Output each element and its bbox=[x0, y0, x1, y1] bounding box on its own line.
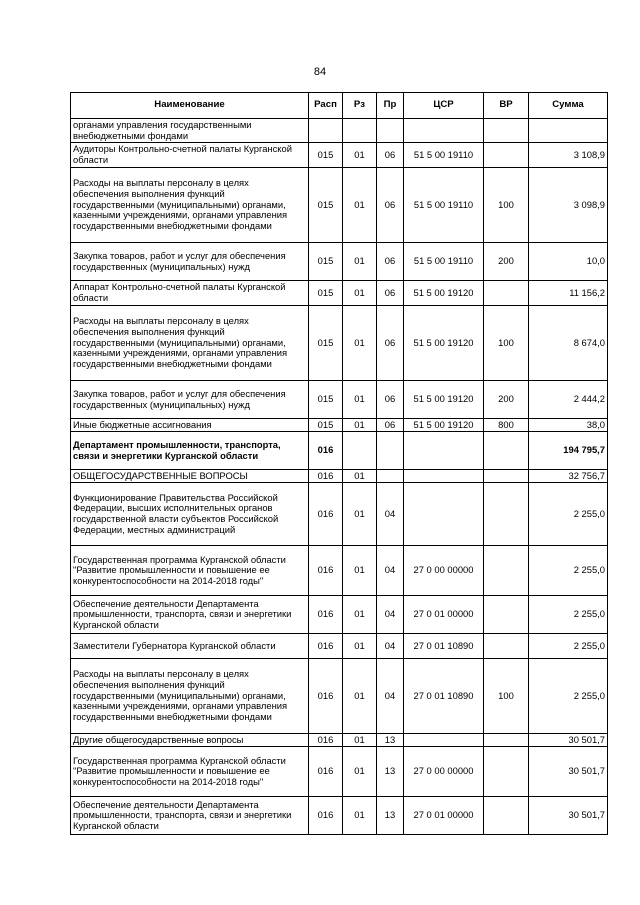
cell-name: Государственная программа Курганской области "Развитие промышленности и повышение ее конкурентоспособности на 2014-2018 годы" bbox=[71, 747, 309, 797]
cell-vr: 800 bbox=[484, 419, 529, 432]
cell-csr bbox=[404, 432, 484, 470]
table-row bbox=[71, 734, 608, 747]
cell-sum: 38,0 bbox=[529, 419, 608, 432]
cell-pr: 13 bbox=[377, 734, 404, 747]
cell-pr: 13 bbox=[377, 747, 404, 797]
cell-vr bbox=[484, 143, 529, 168]
cell-csr bbox=[404, 470, 484, 483]
cell-rasp: 015 bbox=[309, 143, 343, 168]
cell-sum bbox=[529, 119, 608, 143]
cell-rasp: 016 bbox=[309, 747, 343, 797]
cell-rasp: 016 bbox=[309, 432, 343, 470]
cell-csr: 27 0 00 00000 bbox=[404, 546, 484, 596]
cell-vr bbox=[484, 734, 529, 747]
table-row bbox=[71, 119, 608, 143]
cell-sum: 30 501,7 bbox=[529, 797, 608, 835]
cell-name: Функционирование Правительства Российской Федерации, высших исполнительных органов государственной власти субъектов Российской Федерации, местных администраций bbox=[71, 483, 309, 546]
cell-csr: 27 0 00 00000 bbox=[404, 747, 484, 797]
cell-vr bbox=[484, 281, 529, 306]
cell-vr: 100 bbox=[484, 306, 529, 381]
table-row bbox=[71, 281, 608, 306]
cell-name: Департамент промышленности, транспорта, связи и энергетики Курганской области bbox=[71, 432, 309, 470]
cell-csr bbox=[404, 734, 484, 747]
cell-rz bbox=[343, 432, 377, 470]
header-pr: Пр bbox=[377, 93, 404, 119]
cell-name: Обеспечение деятельности Департамента промышленности, транспорта, связи и энергетики Курганской области bbox=[71, 797, 309, 835]
table-row bbox=[71, 470, 608, 483]
cell-rz: 01 bbox=[343, 143, 377, 168]
cell-pr bbox=[377, 470, 404, 483]
cell-name: Государственная программа Курганской области "Развитие промышленности и повышение ее конкурентоспособности на 2014-2018 годы" bbox=[71, 546, 309, 596]
table-row bbox=[71, 634, 608, 659]
header-vr: ВР bbox=[484, 93, 529, 119]
cell-csr: 27 0 01 10890 bbox=[404, 634, 484, 659]
cell-csr bbox=[404, 119, 484, 143]
table-row bbox=[71, 546, 608, 596]
cell-rz: 01 bbox=[343, 596, 377, 634]
cell-name: Иные бюджетные ассигнования bbox=[71, 419, 309, 432]
cell-sum: 32 756,7 bbox=[529, 470, 608, 483]
table-row bbox=[71, 659, 608, 734]
cell-sum: 3 098,9 bbox=[529, 168, 608, 243]
cell-vr bbox=[484, 747, 529, 797]
cell-rasp bbox=[309, 119, 343, 143]
table-row bbox=[71, 419, 608, 432]
cell-rz bbox=[343, 119, 377, 143]
table-row bbox=[71, 168, 608, 243]
cell-rasp: 015 bbox=[309, 243, 343, 281]
cell-vr bbox=[484, 119, 529, 143]
cell-vr bbox=[484, 470, 529, 483]
cell-rasp: 015 bbox=[309, 306, 343, 381]
table-row bbox=[71, 243, 608, 281]
cell-csr: 51 5 00 19110 bbox=[404, 143, 484, 168]
cell-rasp: 015 bbox=[309, 168, 343, 243]
cell-rasp: 016 bbox=[309, 546, 343, 596]
cell-vr: 200 bbox=[484, 243, 529, 281]
table-row bbox=[71, 596, 608, 634]
cell-name: Закупка товаров, работ и услуг для обеспечения государственных (муниципальных) нужд bbox=[71, 381, 309, 419]
cell-rasp: 016 bbox=[309, 470, 343, 483]
cell-rz: 01 bbox=[343, 797, 377, 835]
cell-rz: 01 bbox=[343, 483, 377, 546]
cell-csr: 27 0 01 10890 bbox=[404, 659, 484, 734]
cell-rz: 01 bbox=[343, 747, 377, 797]
table-row bbox=[71, 143, 608, 168]
cell-pr: 06 bbox=[377, 381, 404, 419]
cell-csr: 51 5 00 19120 bbox=[404, 306, 484, 381]
cell-rasp: 015 bbox=[309, 419, 343, 432]
header-rasp: Расп bbox=[309, 93, 343, 119]
cell-rasp: 015 bbox=[309, 381, 343, 419]
cell-pr: 04 bbox=[377, 596, 404, 634]
cell-rasp: 016 bbox=[309, 659, 343, 734]
page-number: 84 bbox=[313, 66, 327, 78]
table-row bbox=[71, 483, 608, 546]
cell-sum: 30 501,7 bbox=[529, 747, 608, 797]
table-row bbox=[71, 306, 608, 381]
cell-sum: 30 501,7 bbox=[529, 734, 608, 747]
cell-sum: 2 255,0 bbox=[529, 546, 608, 596]
cell-sum: 8 674,0 bbox=[529, 306, 608, 381]
table-row bbox=[71, 747, 608, 797]
cell-vr: 100 bbox=[484, 168, 529, 243]
cell-csr: 51 5 00 19110 bbox=[404, 168, 484, 243]
cell-pr: 04 bbox=[377, 483, 404, 546]
cell-rz: 01 bbox=[343, 306, 377, 381]
cell-name: Закупка товаров, работ и услуг для обеспечения государственных (муниципальных) нужд bbox=[71, 243, 309, 281]
cell-sum: 2 255,0 bbox=[529, 596, 608, 634]
cell-pr: 06 bbox=[377, 306, 404, 381]
cell-name: органами управления государственными внебюджетными фондами bbox=[71, 119, 309, 143]
cell-name: Заместители Губернатора Курганской области bbox=[71, 634, 309, 659]
table-row bbox=[71, 432, 608, 470]
cell-rz: 01 bbox=[343, 659, 377, 734]
cell-rasp: 016 bbox=[309, 634, 343, 659]
header-csr: ЦСР bbox=[404, 93, 484, 119]
header-sum: Сумма bbox=[529, 93, 608, 119]
cell-vr: 100 bbox=[484, 659, 529, 734]
cell-vr bbox=[484, 483, 529, 546]
cell-vr bbox=[484, 634, 529, 659]
cell-csr: 27 0 01 00000 bbox=[404, 596, 484, 634]
cell-pr: 06 bbox=[377, 168, 404, 243]
cell-sum: 2 255,0 bbox=[529, 634, 608, 659]
cell-name: Расходы на выплаты персоналу в целях обеспечения выполнения функций государственными (муниципальными) органами, казенными учреждениями, органами управления государственными внебюджетными фондами bbox=[71, 168, 309, 243]
cell-pr: 04 bbox=[377, 634, 404, 659]
cell-pr: 06 bbox=[377, 419, 404, 432]
cell-pr bbox=[377, 119, 404, 143]
header-name: Наименование bbox=[71, 93, 309, 119]
cell-rz: 01 bbox=[343, 546, 377, 596]
cell-csr: 27 0 01 00000 bbox=[404, 797, 484, 835]
header-rz: Рз bbox=[343, 93, 377, 119]
cell-rasp: 016 bbox=[309, 797, 343, 835]
cell-name: ОБЩЕГОСУДАРСТВЕННЫЕ ВОПРОСЫ bbox=[71, 470, 309, 483]
cell-name: Расходы на выплаты персоналу в целях обеспечения выполнения функций государственными (муниципальными) органами, казенными учреждениями, органами управления государственными внебюджетными фондами bbox=[71, 659, 309, 734]
cell-rz: 01 bbox=[343, 381, 377, 419]
cell-vr: 200 bbox=[484, 381, 529, 419]
cell-sum: 2 255,0 bbox=[529, 483, 608, 546]
cell-rz: 01 bbox=[343, 243, 377, 281]
table-header-row bbox=[71, 93, 608, 119]
cell-rasp: 016 bbox=[309, 596, 343, 634]
table-row bbox=[71, 797, 608, 835]
cell-rz: 01 bbox=[343, 419, 377, 432]
cell-sum: 2 255,0 bbox=[529, 659, 608, 734]
cell-name: Аппарат Контрольно-счетной палаты Курганской области bbox=[71, 281, 309, 306]
cell-pr: 13 bbox=[377, 797, 404, 835]
table-body bbox=[71, 119, 608, 835]
cell-sum: 3 108,9 bbox=[529, 143, 608, 168]
cell-csr: 51 5 00 19120 bbox=[404, 381, 484, 419]
cell-csr: 51 5 00 19110 bbox=[404, 243, 484, 281]
cell-sum: 2 444,2 bbox=[529, 381, 608, 419]
cell-sum: 194 795,7 bbox=[529, 432, 608, 470]
cell-rz: 01 bbox=[343, 734, 377, 747]
cell-pr: 04 bbox=[377, 659, 404, 734]
cell-csr bbox=[404, 483, 484, 546]
cell-name: Обеспечение деятельности Департамента промышленности, транспорта, связи и энергетики Курганской области bbox=[71, 596, 309, 634]
cell-pr bbox=[377, 432, 404, 470]
budget-table bbox=[70, 92, 608, 835]
table-row bbox=[71, 381, 608, 419]
cell-name: Расходы на выплаты персоналу в целях обеспечения выполнения функций государственными (муниципальными) органами, казенными учреждениями, органами управления государственными внебюджетными фондами bbox=[71, 306, 309, 381]
cell-rz: 01 bbox=[343, 470, 377, 483]
cell-pr: 06 bbox=[377, 281, 404, 306]
cell-vr bbox=[484, 596, 529, 634]
cell-rasp: 016 bbox=[309, 734, 343, 747]
cell-rz: 01 bbox=[343, 634, 377, 659]
cell-vr bbox=[484, 432, 529, 470]
cell-sum: 11 156,2 bbox=[529, 281, 608, 306]
cell-vr bbox=[484, 797, 529, 835]
cell-name: Другие общегосударственные вопросы bbox=[71, 734, 309, 747]
cell-csr: 51 5 00 19120 bbox=[404, 281, 484, 306]
cell-pr: 06 bbox=[377, 143, 404, 168]
cell-sum: 10,0 bbox=[529, 243, 608, 281]
cell-rz: 01 bbox=[343, 168, 377, 243]
cell-name: Аудиторы Контрольно-счетной палаты Курганской области bbox=[71, 143, 309, 168]
cell-pr: 04 bbox=[377, 546, 404, 596]
cell-rz: 01 bbox=[343, 281, 377, 306]
cell-vr bbox=[484, 546, 529, 596]
cell-rasp: 016 bbox=[309, 483, 343, 546]
cell-csr: 51 5 00 19120 bbox=[404, 419, 484, 432]
cell-pr: 06 bbox=[377, 243, 404, 281]
cell-rasp: 015 bbox=[309, 281, 343, 306]
